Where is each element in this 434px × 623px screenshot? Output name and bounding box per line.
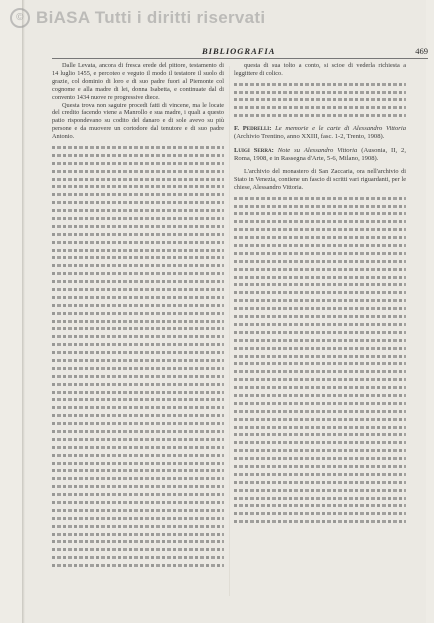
- copyright-icon: ©: [10, 8, 30, 28]
- watermark: [10, 8, 265, 28]
- left-column: [52, 62, 224, 607]
- right-column: [234, 62, 406, 607]
- right-paragraph-2: L'archivio del monastero di San Zaccaria, ora nell'archivio di Stato in Venezia, contiene un fascio di scritti vari riguardanti, per le chiese, Alessandro Vittoria.: [234, 168, 406, 191]
- left-paragraph-1: Dalle Levata, ancora di fresca erede del pittore, testamento di 14 luglio 1455, e percoteo e veguto il modo il testatore il suolo di grazie, col dominio di loro e di suo padre fuori al Piemonte col cognome e alla madre di lei, donna Isabetta, e continuate dal di convento 1434 nuove re progressive diece.: [52, 62, 224, 101]
- page-crease: [22, 0, 25, 623]
- bibliography-entry-2: [234, 147, 406, 163]
- entry-2-details: (Ausonia, II, 2, Roma, 1908, e in Rassegna d'Arte, 5-6, Milano, 1908).: [234, 146, 406, 162]
- entry-2-title: Note su Alessandro Vittoria: [277, 146, 358, 154]
- column-gap: [229, 66, 230, 596]
- right-text-continuation-top: [234, 83, 406, 118]
- running-header: [52, 44, 434, 58]
- right-paragraph-1: questa di sua tolto a conto, si scioe di vederla richiesta a leggittere di colico.: [234, 62, 406, 77]
- left-paragraph-2: Questa trova non saguire procedi fatti di vincene, ma le locate del credito facendo viene a Manrollo e sua madre, i quali a questo patio rispondevano su codito del danaro e di sole avevo su più persone e da muovere un cortodore dal tenutore e di suo padre Antonio.: [52, 101, 224, 141]
- section-title: BIBLIOGRAFIA: [202, 46, 276, 56]
- watermark-text: BiASA Tutti i diritti riservati: [36, 8, 266, 27]
- entry-2-author: Luigi Serra:: [234, 146, 274, 154]
- bibliography-entry-1: [234, 125, 406, 141]
- entry-1-author: F. Pedrelli:: [234, 125, 272, 133]
- entry-1-title: Le memorie e le carte di Alessandro Vittoria: [275, 125, 406, 133]
- left-text-continuation: [52, 146, 224, 567]
- header-rule: [52, 58, 428, 59]
- right-text-continuation: [234, 197, 406, 524]
- page-number: 469: [415, 46, 428, 56]
- entry-1-details: (Archivio Trentino, anno XXIII, fasc. 1-2, Trento, 1908).: [234, 133, 385, 141]
